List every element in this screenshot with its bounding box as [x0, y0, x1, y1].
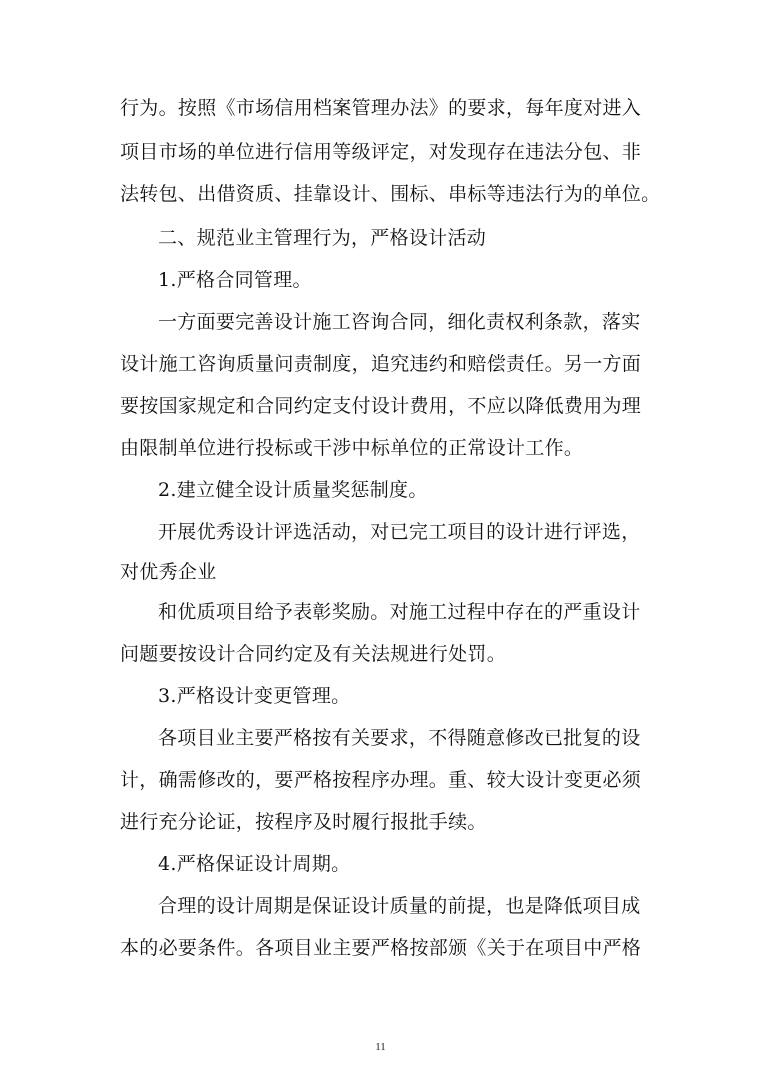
body-text-line: 合理的设计周期是保证设计质量的前提，也是降低项目成 [158, 895, 641, 917]
section-heading: 二、规范业主管理行为，严格设计活动 [158, 227, 487, 249]
body-text-line: 问题要按设计合同约定及有关法规进行处罚。 [120, 643, 507, 665]
body-text-line: 要按国家规定和合同约定支付设计费用，不应以降低费用为理 [120, 395, 642, 417]
body-text-line: 法转包、出借资质、挂靠设计、围标、串标等违法行为的单位。 [120, 183, 661, 205]
body-text-line: 由限制单位进行投标或干涉中标单位的正常设计工作。 [120, 437, 584, 459]
subsection-heading: 4.严格保证设计周期。 [158, 853, 351, 875]
body-text-line: 进行充分论证，按程序及时履行报批手续。 [120, 811, 487, 833]
body-text-line: 项目市场的单位进行信用等级评定，对发现存在违法分包、非 [120, 141, 642, 163]
body-text-line: 计，确需修改的，要严格按程序办理。重、较大设计变更必须 [120, 769, 642, 791]
body-text-line: 行为。按照《市场信用档案管理办法》的要求，每年度对进入 [120, 97, 642, 119]
subsection-heading: 3.严格设计变更管理。 [158, 685, 351, 707]
body-text-line: 设计施工咨询质量问责制度，追究违约和赔偿责任。另一方面 [120, 353, 642, 375]
subsection-heading: 1.严格合同管理。 [158, 269, 312, 291]
body-text-line: 开展优秀设计评选活动，对已完工项目的设计进行评选， [158, 521, 641, 543]
page-number: 11 [375, 1041, 386, 1053]
body-text-line: 和优质项目给予表彰奖励。对施工过程中存在的严重设计 [158, 601, 641, 623]
body-text-line: 各项目业主要严格按有关要求，不得随意修改已批复的设 [158, 727, 641, 749]
body-text-line: 本的必要条件。各项目业主要严格按部颁《关于在项目中严格 [120, 937, 642, 959]
body-text-line: 一方面要完善设计施工咨询合同，细化责权利条款，落实 [158, 311, 641, 333]
subsection-heading: 2.建立健全设计质量奖惩制度。 [158, 479, 428, 501]
body-text-line: 对优秀企业 [120, 561, 217, 583]
